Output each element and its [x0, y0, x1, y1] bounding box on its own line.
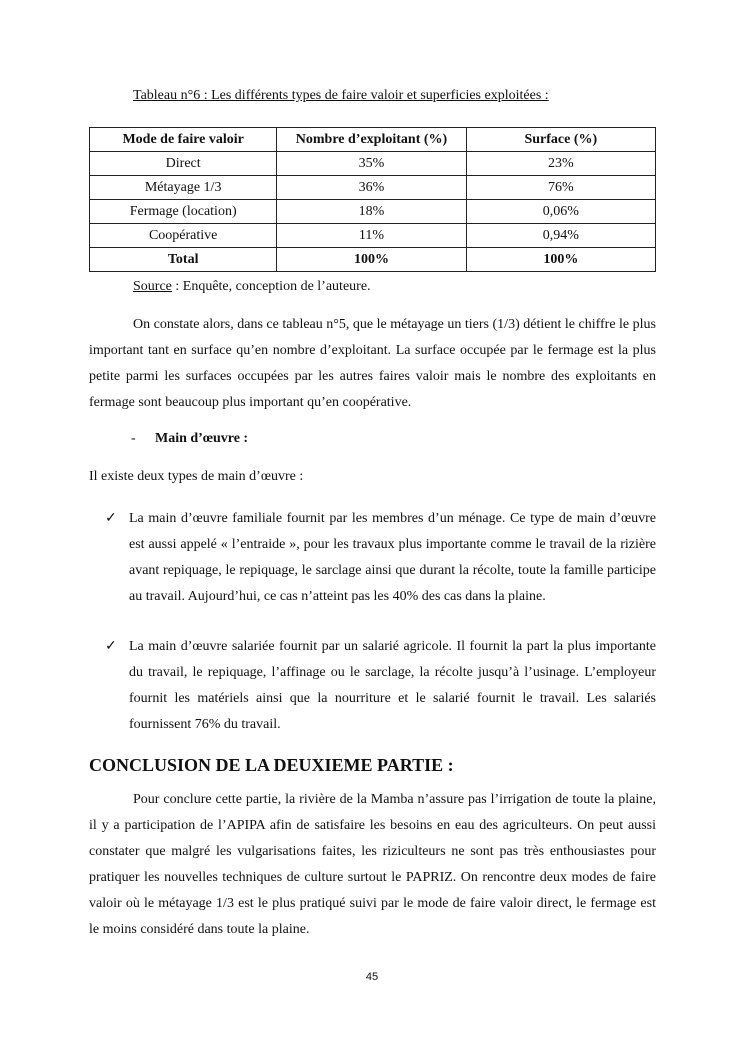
check-icon: ✓ — [105, 511, 117, 526]
subheading-dash: - — [131, 431, 136, 446]
table-header-row — [90, 128, 656, 152]
table-cell: Fermage (location) — [90, 200, 277, 224]
table-cell: 18% — [277, 200, 466, 224]
conclusion-paragraph: Pour conclure cette partie, la rivière de la Mamba n’assure pas l’irrigation de toute la plaine, il y a participation de l’APIPA afin de satisfaire les besoins en eau des agriculteurs. On peut aussi constater que malgré les vulgarisations faites, les riziculteurs ne sont pas très enthousiastes pour pratiquer les nouvelles techniques de culture surtout le PAPRIZ. On rencontre deux modes de faire valoir où le métayage 1/3 est le plus pratiqué suivi par le mode de faire valoir direct, le fermage est le moins considéré dans toute la plaine. — [89, 792, 656, 937]
table-total-row — [90, 248, 656, 272]
table-cell: 35% — [277, 152, 466, 176]
conclusion-heading: CONCLUSION DE LA DEUXIEME PARTIE : — [89, 755, 454, 775]
total-label: Total — [90, 248, 277, 272]
subheading-main-doeuvre — [131, 431, 248, 447]
header-exploitant: Nombre d’exploitant (%) — [277, 128, 466, 152]
table-cell: Coopérative — [90, 224, 277, 248]
table-cell: 23% — [466, 152, 655, 176]
table-cell: 76% — [466, 176, 655, 200]
table-cell: 0,94% — [466, 224, 655, 248]
table-row — [90, 224, 656, 248]
bullet-text: La main d’œuvre salariée fournit par un salarié agricole. Il fournit la part la plus importante du travail, le repiquage, l’affinage ou le sarclage, la récolte jusqu’à l’usinage. L’employeur fournit les matériels ainsi que la nourriture et le salarié fournit le travail. Les salariés fournissent 76% du travail. — [129, 639, 656, 732]
source-label: Source — [133, 279, 172, 294]
check-icon: ✓ — [105, 639, 117, 654]
subheading-title: Main d’œuvre : — [155, 431, 249, 446]
total-exploitant: 100% — [277, 248, 466, 272]
table-row — [90, 152, 656, 176]
table-row — [90, 200, 656, 224]
total-surface: 100% — [466, 248, 655, 272]
source-text: : Enquête, conception de l’auteure. — [171, 279, 371, 294]
list-item — [105, 506, 656, 610]
data-table — [89, 127, 656, 272]
table-cell: 0,06% — [466, 200, 655, 224]
table-source — [133, 279, 371, 295]
paragraph-analysis: On constate alors, dans ce tableau n°5, que le métayage un tiers (1/3) détient le chiffre le plus important tant en surface qu’en nombre d’exploitant. La surface occupée par le fermage est la plus petite parmi les surfaces occupées par les autres faires valoir mais le nombre des exploitants en fermage sont beaucoup plus important qu’en coopérative. — [89, 317, 656, 410]
table-cell: Métayage 1/3 — [90, 176, 277, 200]
table-caption: Tableau n°6 : Les différents types de faire valoir et superficies exploitées : — [133, 88, 549, 103]
header-mode: Mode de faire valoir — [90, 128, 277, 152]
page-number: 45 — [365, 971, 379, 983]
header-surface: Surface (%) — [466, 128, 655, 152]
list-item — [105, 634, 656, 738]
intro-line: Il existe deux types de main d’œuvre : — [89, 469, 304, 484]
table-cell: 11% — [277, 224, 466, 248]
table-row — [90, 176, 656, 200]
bullet-text: La main d’œuvre familiale fournit par les membres d’un ménage. Ce type de main d’œuvre est aussi appelé « l’entraide », pour les travaux plus importante comme le travail de la rizière avant repiquage, le repiquage, le sarclage ainsi que durant la récolte, toute la famille participe au travail. Aujourd’hui, ce cas n’atteint pas les 40% des cas dans la plaine. — [129, 511, 656, 604]
table-cell: Direct — [90, 152, 277, 176]
table-cell: 36% — [277, 176, 466, 200]
